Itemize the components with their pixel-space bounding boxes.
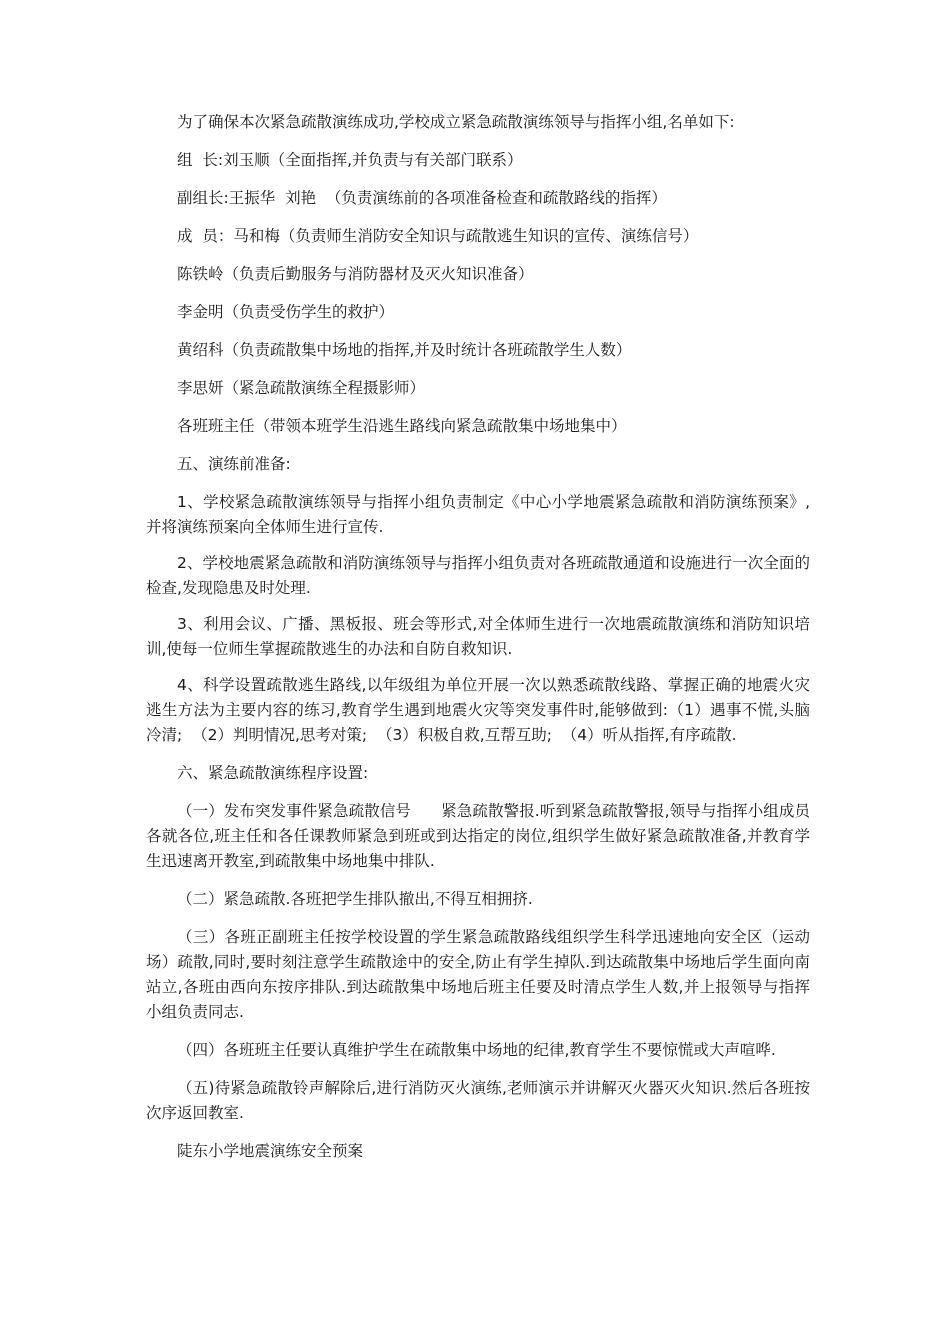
intro-paragraph: 为了确保本次紧急疏散演练成功,学校成立紧急疏散演练领导与指挥小组,名单如下:: [177, 113, 735, 131]
section-heading-preparation: 五、演练前准备:: [177, 455, 291, 473]
procedure-item: （五)待紧急疏散铃声解除后,进行消防灭火演练,老师演示并讲解灭火器灭火知识.然后各班按次序返回教室.: [146, 1079, 810, 1122]
section-heading-procedure: 六、紧急疏散演练程序设置:: [177, 764, 369, 782]
member-line: 成 员：马和梅（负责师生消防安全知识与疏散逃生知识的宣传、演练信号）: [177, 227, 699, 245]
document-body: [146, 110, 810, 1177]
procedure-item: （二）紧急疏散.各班把学生排队撤出,不得互相拥挤.: [177, 890, 533, 908]
team-leader-line: 组 长:刘玉顺（全面指挥,并负责与有关部门联系）: [177, 151, 523, 169]
deputy-leader-line: 副组长:王振华 刘艳 （负责演练前的各项准备检查和疏散路线的指挥）: [177, 189, 667, 207]
member-line: 各班班主任（带领本班学生沿逃生路线向紧急疏散集中场地集中）: [177, 417, 627, 435]
preparation-item: 3、利用会议、广播、黑板报、班会等形式,对全体师生进行一次地震疏散演练和消防知识培训,使每一位师生掌握疏散逃生的办法和自防自救知识.: [146, 615, 810, 658]
procedure-item: （三）各班正副班主任按学校设置的学生紧急疏散路线组织学生科学迅速地向安全区（运动场）疏散,同时,要时刻注意学生疏散途中的安全,防止有学生掉队.到达疏散集中场地后学生面向南站立,各班由西向东按序排队.到达疏散集中场地后班主任要及时清点学生人数,并上报领导与指挥小组负责同志.: [146, 928, 810, 1021]
next-document-title: 陡东小学地震演练安全预案: [177, 1142, 364, 1160]
member-line: 李思妍（紧急疏散演练全程摄影师）: [177, 379, 426, 397]
preparation-item: 4、科学设置疏散逃生路线,以年级组为单位开展一次以熟悉疏散线路、掌握正确的地震火灾逃生方法为主要内容的练习,教育学生遇到地震火灾等突发事件时,能够做到:（1）遇事不慌,头脑冷清; （2）判明情况,思考对策; （3）积极自救,互帮互助; （4）听从指挥,有序疏散.: [146, 676, 810, 744]
preparation-item: 1、学校紧急疏散演练领导与指挥小组负责制定《中心小学地震紧急疏散和消防演练预案》,并将演练预案向全体师生进行宣传.: [146, 493, 810, 536]
member-line: 李金明（负责受伤学生的救护）: [177, 303, 395, 321]
procedure-item: （一）发布突发事件紧急疏散信号 紧急疏散警报.听到紧急疏散警报,领导与指挥小组成员各就各位,班主任和各任课教师紧急到班或到达指定的岗位,组织学生做好紧急疏散准备,并教育学生迅速离开教室,到疏散集中场地集中排队.: [146, 802, 810, 870]
member-line: 黄绍科（负责疏散集中场地的指挥,并及时统计各班疏散学生人数）: [177, 341, 632, 359]
procedure-item: （四）各班班主任要认真维护学生在疏散集中场地的纪律,教育学生不要惊慌或大声喧哗.: [177, 1041, 776, 1059]
preparation-item: 2、学校地震紧急疏散和消防演练领导与指挥小组负责对各班疏散通道和设施进行一次全面的检查,发现隐患及时处理.: [146, 554, 810, 597]
member-line: 陈铁岭（负责后勤服务与消防器材及灭火知识准备）: [177, 265, 534, 283]
